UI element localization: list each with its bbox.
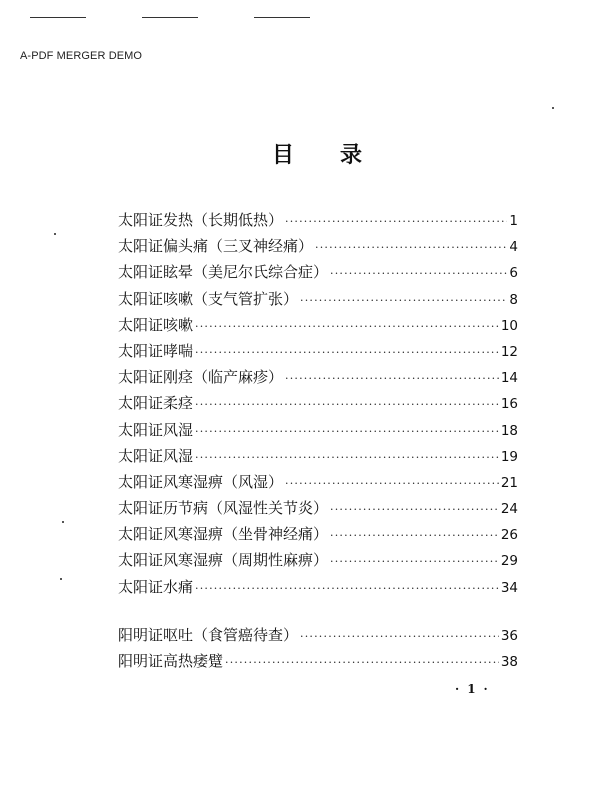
toc-entry-label: 太阳证水痛 [118,577,194,596]
scan-speck [60,578,62,580]
toc-leader-dots [300,630,499,643]
toc-entry-label: 太阳证柔痉 [118,394,194,413]
scan-speck [552,107,554,109]
toc-leader-dots [195,582,499,595]
toc-entry-label: 太阳证咳嗽（支气管扩张） [118,289,299,308]
toc-leader-dots [300,294,507,307]
toc-leader-dots [285,215,507,228]
toc-entry-label: 太阳证风寒湿痹（风湿） [118,472,284,491]
toc-entry[interactable] [118,235,518,261]
header-rule-3 [254,17,310,18]
toc-leader-dots [285,477,499,490]
toc-leader-dots [330,555,499,568]
toc-section-gap [118,602,518,624]
header-rule-2 [142,17,198,18]
toc-entry[interactable] [118,445,518,471]
toc-entry-label: 太阳证风寒湿痹（周期性麻痹） [118,551,329,570]
toc-entry-page: 36 [500,627,518,644]
toc-entry-label: 太阳证刚痉（临产麻疹） [118,368,284,387]
toc-entry-page: 8 [509,291,518,308]
toc-leader-dots [195,398,499,411]
toc-leader-dots [195,451,499,464]
toc-entry-page: 1 [509,213,518,229]
toc-entry-page: 14 [500,370,518,387]
toc-entry-page: 18 [500,422,518,439]
toc-entry[interactable] [118,419,518,445]
toc-entry-page: 24 [500,501,518,518]
toc-entry[interactable] [118,497,518,523]
toc-entry-page: 29 [500,553,518,570]
toc-entry[interactable] [118,314,518,340]
toc-leader-dots [330,503,499,516]
toc-entry[interactable] [118,340,518,366]
title-char-2: 录 [340,143,363,168]
toc-entry-page: 38 [500,654,518,670]
toc-entry[interactable] [118,392,518,418]
page-number-value: 1 [467,682,484,696]
toc-entry[interactable] [118,366,518,392]
toc-entry-page: 16 [500,396,518,413]
toc-leader-dots [315,241,507,254]
toc-entry-page: 26 [500,527,518,544]
toc-entry[interactable] [118,650,518,676]
toc-entry-label: 太阳证眩晕（美尼尔氏综合症） [118,263,329,282]
toc-leader-dots [330,529,499,542]
toc-leader-dots [225,656,499,669]
toc-entry[interactable] [118,288,518,314]
toc-entry-label: 太阳证风寒湿痹（坐骨神经痛） [118,525,329,544]
toc-entry-label: 阳明证呕吐（食管癌待查） [118,625,299,644]
toc-entry-label: 太阳证偏头痛（三叉神经痛） [118,237,314,256]
toc-entry[interactable] [118,261,518,287]
scan-speck [62,521,64,523]
toc-leader-dots [195,425,499,438]
toc-entry[interactable] [118,549,518,575]
toc-leader-dots [285,372,499,385]
toc-leader-dots [195,346,499,359]
toc-entry[interactable] [118,209,518,235]
toc-entry[interactable] [118,523,518,549]
toc-entry-label: 太阳证发热（长期低热） [118,211,284,229]
toc-entry-label: 太阳证风湿 [118,446,194,465]
toc-entry[interactable] [118,471,518,497]
watermark-text: A-PDF MERGER DEMO [20,50,143,62]
scan-speck [54,233,56,235]
title-char-1: 目 [272,143,295,168]
toc-entry[interactable] [118,624,518,650]
page-number: ·1· [455,682,496,696]
toc-entry-page: 10 [500,317,518,334]
toc-entry-page: 19 [500,448,518,465]
toc-entry-label: 太阳证风湿 [118,420,194,439]
toc-entry-page: 4 [509,239,518,256]
toc-leader-dots [330,267,507,280]
page-title [272,138,362,169]
toc-entry-page: 21 [500,474,518,491]
toc-entry-label: 太阳证咳嗽 [118,315,194,334]
toc-leader-dots [195,320,499,333]
toc-entry-page: 12 [500,343,518,360]
table-of-contents [118,209,518,676]
toc-entry-label: 阳明证高热痿躄 [118,652,224,670]
toc-entry[interactable] [118,576,518,602]
toc-entry-page: 6 [509,265,518,282]
toc-entry-label: 太阳证历节病（风湿性关节炎） [118,499,329,518]
toc-entry-label: 太阳证哮喘 [118,341,194,360]
toc-entry-page: 34 [500,579,518,596]
header-rule-1 [30,17,86,18]
